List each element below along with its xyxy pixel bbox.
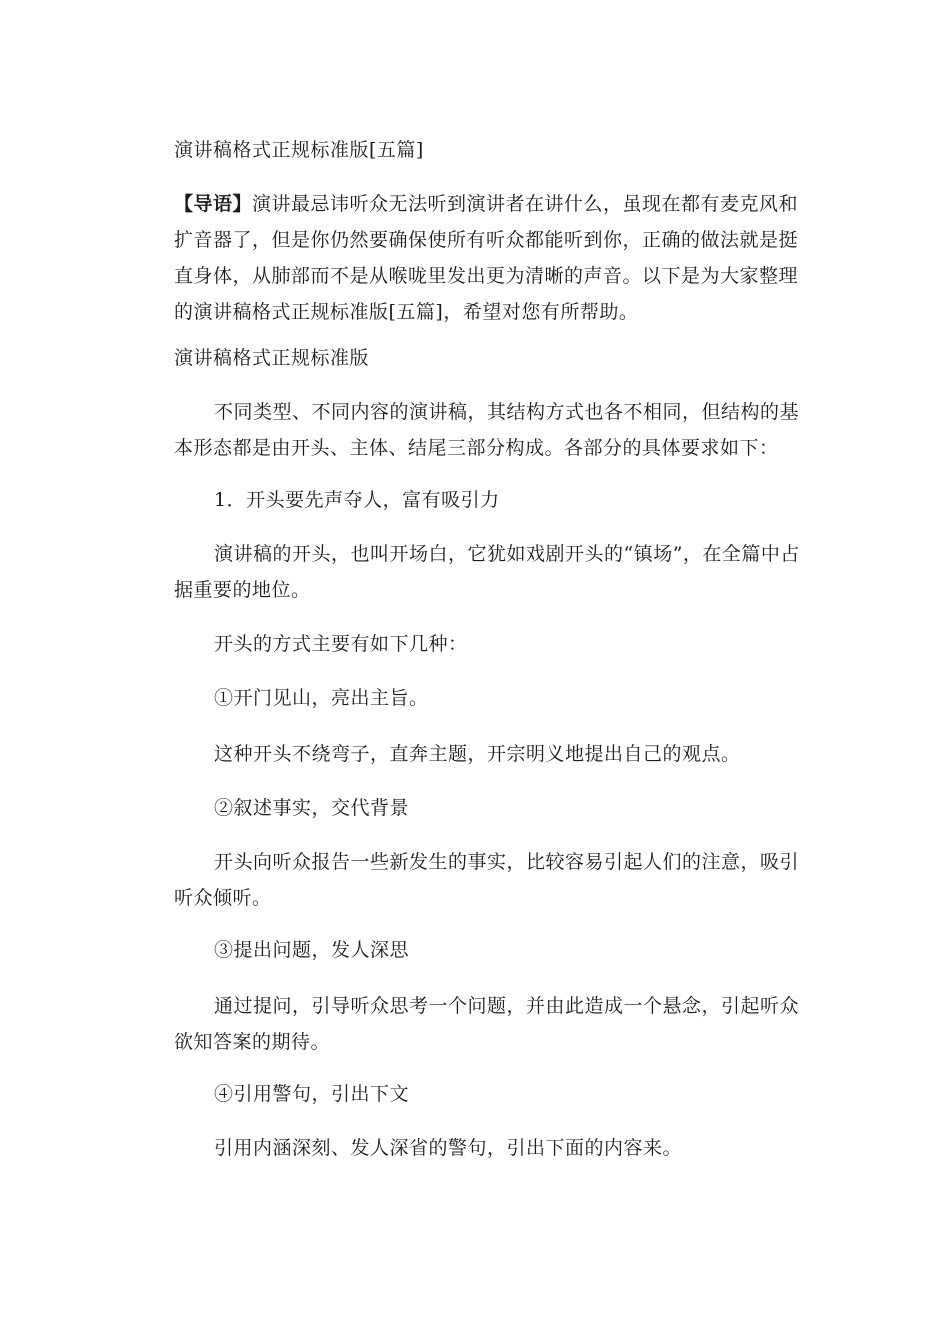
intro-label: 【导语】 [174, 193, 253, 215]
intro-text: 演讲最忌讳听众无法听到演讲者在讲什么，虽现在都有麦克风和扩音器了，但是你仍然要确保使所有听众都能听到你，正确的做法就是挺直身体，从肺部而不是从喉咙里发出更为清晰的声音。以下是为大家整理的演讲稿格式正规标准版[五篇]，希望对您有所帮助。 [174, 193, 799, 323]
method-1-description: 这种开头不绕弯子，直奔主题，开宗明义地提出自己的观点。 [214, 743, 741, 765]
paragraph-opening-methods: 开头的方式主要有如下几种： [214, 633, 468, 655]
paragraph-opening-intro: 演讲稿的开头，也叫开场白，它犹如戏剧开头的“镇场”，在全篇中占据重要的地位。 [174, 543, 800, 601]
method-3-title: ③提出问题，发人深思 [214, 939, 410, 961]
heading-opening: 1．开头要先声夺人，富有吸引力 [214, 489, 500, 511]
method-2-description: 开头向听众报告一些新发生的事实，比较容易引起人们的注意，吸引听众倾听。 [174, 851, 800, 909]
method-4-title: ④引用警句，引出下文 [214, 1083, 410, 1105]
method-4-description: 引用内涵深刻、发人深省的警句，引出下面的内容来。 [214, 1137, 683, 1159]
method-3-description: 通过提问，引导听众思考一个问题，并由此造成一个悬念，引起听众欲知答案的期待。 [174, 995, 800, 1053]
document-title: 演讲稿格式正规标准版[五篇] [174, 139, 424, 161]
method-2-title: ②叙述事实，交代背景 [214, 797, 410, 819]
intro-paragraph [174, 186, 814, 330]
paragraph-structure: 不同类型、不同内容的演讲稿，其结构方式也各不相同，但结构的基本形态都是由开头、主体、结尾三部分构成。各部分的具体要求如下： [174, 401, 800, 459]
section-title: 演讲稿格式正规标准版 [174, 347, 370, 369]
method-1-title: ①开门见山，亮出主旨。 [214, 687, 429, 709]
